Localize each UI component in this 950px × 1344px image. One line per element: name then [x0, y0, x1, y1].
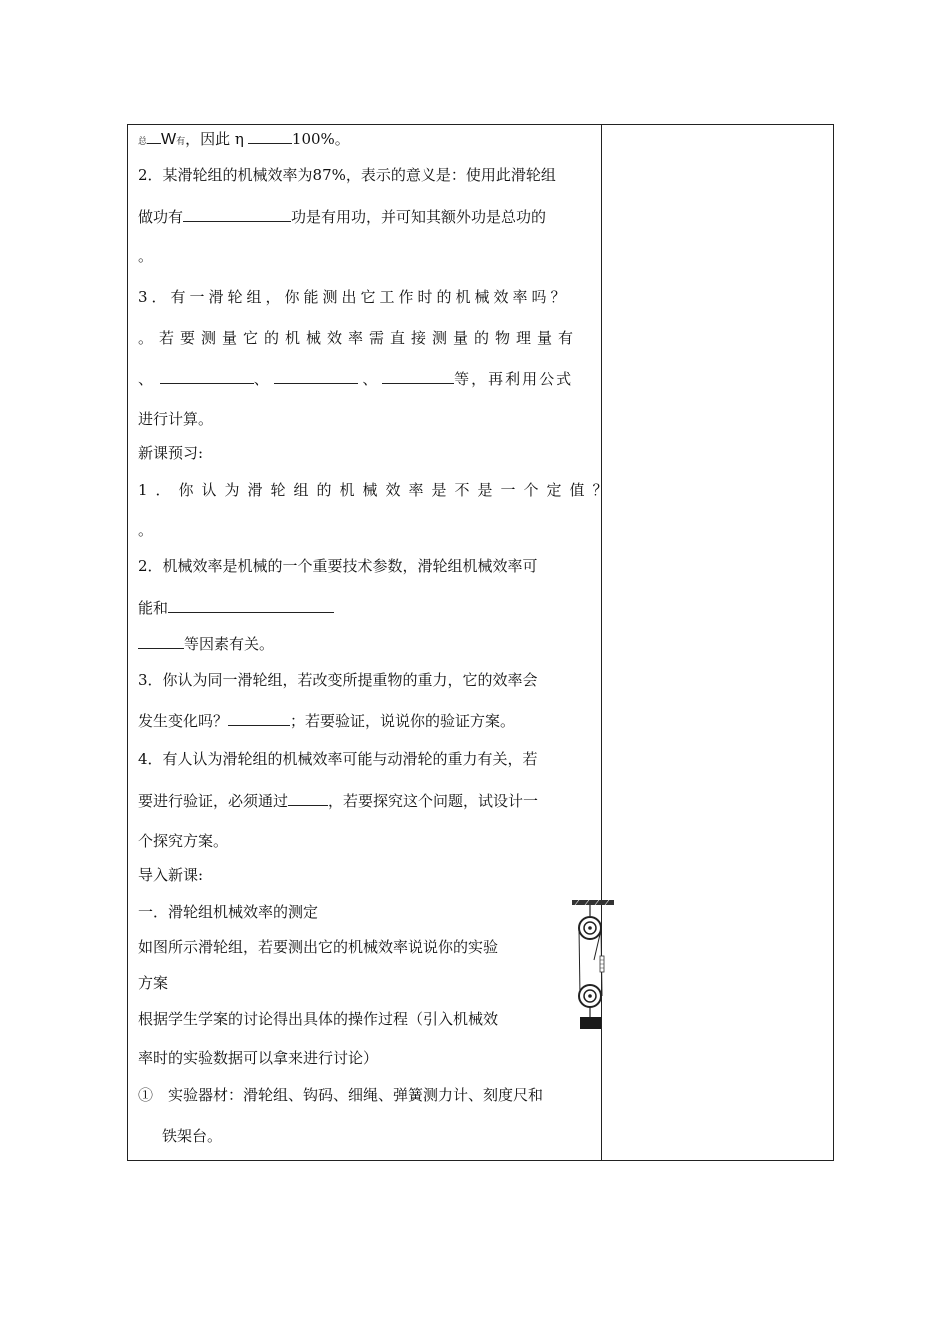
line-23: 方案 [138, 974, 169, 992]
line-8: 进行计算。 [138, 410, 214, 428]
line-7: 、 、 、 等，再利用公式 [138, 370, 574, 388]
heading-preview: 新课预习: [138, 444, 204, 462]
heading-intro: 导入新课: [138, 866, 204, 884]
line-3: 做功有 功是有用功，并可知其额外功是总功的 [138, 208, 547, 226]
line-17: 4．有人认为滑轮组的机械效率可能与动滑轮的重力有关，若 [138, 750, 538, 768]
line-14: 等因素有关。 [138, 633, 274, 654]
line-15: 3．你认为同一滑轮组，若改变所提重物的重力，它的效率会 [138, 671, 538, 689]
section-title: 一．滑轮组机械效率的测定 [138, 903, 319, 921]
line-10: 1．你认为滑轮组的机械效率是不是一个定值？ [138, 481, 616, 499]
line-16: 发生变化吗？ ；若要验证，说说你的验证方案。 [138, 712, 516, 730]
line-2: 2．某滑轮组的机械效率为87%，表示的意义是：使用此滑轮组 [138, 166, 556, 184]
line-11: 。 [138, 521, 154, 539]
line-6: 。若要测量它的机械效率需直接测量的物理量有 [138, 329, 580, 347]
line-13: 能和 [138, 597, 334, 618]
line-19: 个探究方案。 [138, 832, 229, 850]
line-5: 3．有一滑轮组，你能测出它工作时的机械效率吗？ [138, 288, 570, 306]
line-27: 铁架台。 [162, 1127, 223, 1145]
line-4: 。 [138, 247, 154, 265]
line-1: 总 W有，因此 η 100%。 [138, 130, 350, 148]
line-12: 2．机械效率是机械的一个重要技术参数，滑轮组机械效率可 [138, 557, 538, 575]
line-26: ① 实验器材：滑轮组、钩码、细绳、弹簧测力计、刻度尺和 [138, 1086, 544, 1104]
line-25: 率时的实验数据可以拿来进行讨论） [138, 1049, 379, 1067]
line-18: 要进行验证，必须通过 ，若要探究这个问题，试设计一 [138, 792, 539, 810]
pulley-diagram [572, 900, 614, 1030]
line-22: 如图所示滑轮组，若要测出它的机械效率说说你的实验 [138, 938, 499, 956]
lesson-table [127, 124, 834, 1161]
line-24: 根据学生学案的讨论得出具体的操作过程（引入机械效 [138, 1010, 499, 1028]
